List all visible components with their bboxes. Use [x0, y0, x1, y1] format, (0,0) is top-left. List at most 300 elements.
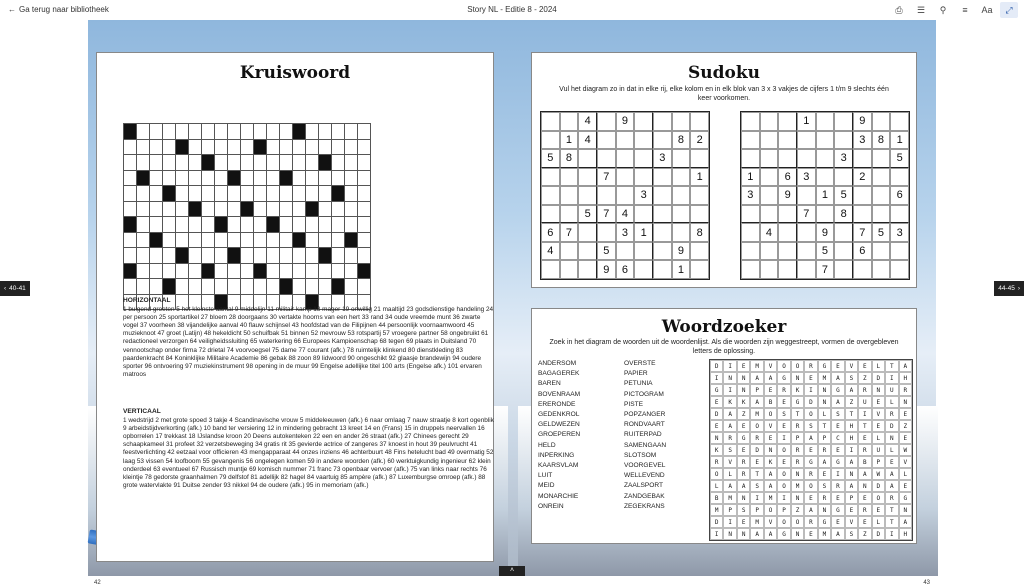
wordsearch-letter[interactable]: S: [737, 504, 750, 516]
wordsearch-letter[interactable]: E: [899, 432, 912, 444]
sudoku-cell[interactable]: [690, 260, 709, 279]
sudoku-cell[interactable]: 1: [797, 112, 816, 131]
crossword-cell[interactable]: [202, 170, 215, 186]
sudoku-cell[interactable]: [890, 205, 909, 224]
crossword-cell[interactable]: [280, 155, 293, 171]
wordsearch-letter[interactable]: T: [858, 420, 871, 432]
sudoku-cell[interactable]: 4: [760, 223, 779, 242]
sudoku-cell[interactable]: 4: [578, 131, 597, 150]
sudoku-cell[interactable]: [672, 205, 691, 224]
wordsearch-letter[interactable]: I: [710, 372, 723, 384]
crossword-cell[interactable]: [332, 139, 345, 155]
wordsearch-letter[interactable]: D: [710, 516, 723, 528]
wordsearch-letter[interactable]: A: [885, 480, 898, 492]
crossword-cell[interactable]: [228, 155, 241, 171]
wordsearch-letter[interactable]: R: [791, 456, 804, 468]
wordsearch-letter[interactable]: N: [791, 528, 804, 540]
wordsearch-letter[interactable]: A: [764, 480, 777, 492]
sudoku-cell[interactable]: [634, 112, 653, 131]
sudoku-cell[interactable]: [760, 131, 779, 150]
crossword-cell[interactable]: [267, 155, 280, 171]
sudoku-cell[interactable]: [872, 205, 891, 224]
wordsearch-letter[interactable]: T: [818, 420, 831, 432]
wordsearch-letter[interactable]: G: [818, 516, 831, 528]
wordsearch-letter[interactable]: S: [777, 408, 790, 420]
crossword-cell[interactable]: [124, 201, 137, 217]
crossword-cell[interactable]: [332, 263, 345, 279]
crossword-cell[interactable]: [306, 139, 319, 155]
crossword-cell[interactable]: [306, 124, 319, 140]
wordsearch-letter[interactable]: D: [804, 396, 817, 408]
sudoku-cell[interactable]: [597, 131, 616, 150]
wordsearch-letter[interactable]: V: [845, 516, 858, 528]
sudoku-cell[interactable]: [816, 205, 835, 224]
wordsearch-letter[interactable]: A: [750, 396, 763, 408]
wordsearch-letter[interactable]: O: [710, 468, 723, 480]
wordsearch-letter[interactable]: A: [831, 372, 844, 384]
sudoku-cell[interactable]: [653, 242, 672, 261]
sudoku-cell[interactable]: [778, 149, 797, 168]
crossword-cell[interactable]: [202, 232, 215, 248]
crossword-cell[interactable]: [293, 155, 306, 171]
wordsearch-letter[interactable]: T: [791, 408, 804, 420]
wordsearch-letter[interactable]: M: [710, 504, 723, 516]
sudoku-cell[interactable]: [616, 242, 635, 261]
wordsearch-letter[interactable]: R: [737, 456, 750, 468]
crossword-cell[interactable]: [189, 263, 202, 279]
sudoku-cell[interactable]: [690, 205, 709, 224]
sudoku-cell[interactable]: [816, 149, 835, 168]
wordsearch-letter[interactable]: E: [899, 480, 912, 492]
crossword-cell[interactable]: [267, 201, 280, 217]
wordsearch-letter[interactable]: Z: [858, 372, 871, 384]
crossword-cell[interactable]: [358, 155, 371, 171]
wordsearch-letter[interactable]: E: [858, 492, 871, 504]
sudoku-cell[interactable]: [690, 112, 709, 131]
crossword-cell[interactable]: [280, 232, 293, 248]
crossword-cell[interactable]: [228, 139, 241, 155]
wordsearch-letter[interactable]: L: [872, 432, 885, 444]
wordsearch-letter[interactable]: K: [723, 396, 736, 408]
crossword-cell[interactable]: [202, 217, 215, 233]
crossword-cell[interactable]: [306, 217, 319, 233]
wordsearch-letter[interactable]: E: [899, 408, 912, 420]
sudoku-cell[interactable]: [853, 186, 872, 205]
wordsearch-letter[interactable]: O: [777, 480, 790, 492]
wordsearch-letter[interactable]: U: [872, 444, 885, 456]
crossword-cell[interactable]: [254, 279, 267, 295]
wordsearch-letter[interactable]: G: [777, 372, 790, 384]
wordsearch-letter[interactable]: E: [710, 396, 723, 408]
wordsearch-letter[interactable]: D: [750, 444, 763, 456]
crossword-cell[interactable]: [241, 232, 254, 248]
sudoku-cell[interactable]: 4: [578, 112, 597, 131]
crossword-cell[interactable]: [319, 170, 332, 186]
crossword-cell[interactable]: [280, 201, 293, 217]
wordsearch-letter[interactable]: O: [804, 408, 817, 420]
wordsearch-letter[interactable]: R: [723, 432, 736, 444]
sudoku-cell[interactable]: [634, 205, 653, 224]
crossword-cell[interactable]: [267, 232, 280, 248]
crossword-cell[interactable]: [202, 248, 215, 264]
wordsearch-letter[interactable]: O: [872, 492, 885, 504]
crossword-cell[interactable]: [293, 248, 306, 264]
crossword-cell[interactable]: [306, 248, 319, 264]
crossword-cell[interactable]: [215, 201, 228, 217]
wordsearch-letter[interactable]: A: [845, 384, 858, 396]
wordsearch-letter[interactable]: R: [899, 384, 912, 396]
wordsearch-grid[interactable]: [709, 359, 913, 541]
wordsearch-letter[interactable]: E: [804, 372, 817, 384]
wordsearch-letter[interactable]: A: [750, 372, 763, 384]
sudoku-cell[interactable]: 9: [853, 112, 872, 131]
wordsearch-letter[interactable]: A: [899, 516, 912, 528]
thumbnails-toggle-button[interactable]: [499, 566, 525, 576]
crossword-cell[interactable]: [345, 139, 358, 155]
sudoku-cell[interactable]: [816, 168, 835, 187]
wordsearch-letter[interactable]: N: [723, 528, 736, 540]
wordsearch-letter[interactable]: P: [791, 432, 804, 444]
wordsearch-letter[interactable]: Z: [791, 504, 804, 516]
crossword-cell[interactable]: [176, 232, 189, 248]
crossword-cell[interactable]: [358, 139, 371, 155]
sudoku-cell[interactable]: 1: [741, 168, 760, 187]
crossword-cell[interactable]: [189, 248, 202, 264]
crossword-cell[interactable]: [124, 155, 137, 171]
crossword-cell[interactable]: [150, 217, 163, 233]
sudoku-cell[interactable]: [560, 242, 579, 261]
sudoku-cell[interactable]: [597, 186, 616, 205]
wordsearch-letter[interactable]: G: [899, 492, 912, 504]
sudoku-cell[interactable]: [634, 242, 653, 261]
crossword-cell[interactable]: [137, 279, 150, 295]
sudoku-cell[interactable]: 5: [578, 205, 597, 224]
crossword-cell[interactable]: [319, 139, 332, 155]
sudoku-cell[interactable]: [653, 112, 672, 131]
crossword-cell[interactable]: [241, 217, 254, 233]
crossword-cell[interactable]: [280, 139, 293, 155]
wordsearch-letter[interactable]: D: [872, 528, 885, 540]
crossword-cell[interactable]: [267, 186, 280, 202]
sudoku-cell[interactable]: [834, 260, 853, 279]
sudoku-cell[interactable]: [834, 242, 853, 261]
sudoku-cell[interactable]: [797, 131, 816, 150]
crossword-cell[interactable]: [306, 186, 319, 202]
wordsearch-letter[interactable]: Z: [858, 528, 871, 540]
crossword-cell[interactable]: [137, 263, 150, 279]
crossword-cell[interactable]: [137, 232, 150, 248]
wordsearch-letter[interactable]: G: [804, 456, 817, 468]
sudoku-cell[interactable]: 8: [672, 131, 691, 150]
crossword-cell[interactable]: [293, 139, 306, 155]
wordsearch-letter[interactable]: S: [723, 444, 736, 456]
wordsearch-letter[interactable]: E: [737, 360, 750, 372]
wordsearch-letter[interactable]: E: [885, 456, 898, 468]
sudoku-cell[interactable]: [634, 168, 653, 187]
sudoku-cell[interactable]: [672, 186, 691, 205]
wordsearch-letter[interactable]: M: [750, 408, 763, 420]
wordsearch-letter[interactable]: A: [804, 432, 817, 444]
crossword-cell[interactable]: [189, 279, 202, 295]
sudoku-grid-2[interactable]: [740, 111, 910, 280]
crossword-cell[interactable]: [176, 186, 189, 202]
wordsearch-letter[interactable]: R: [804, 468, 817, 480]
sudoku-cell[interactable]: [560, 168, 579, 187]
sudoku-cell[interactable]: [541, 260, 560, 279]
sudoku-cell[interactable]: [760, 260, 779, 279]
sudoku-cell[interactable]: [816, 131, 835, 150]
sudoku-cell[interactable]: [872, 149, 891, 168]
crossword-cell[interactable]: [254, 155, 267, 171]
wordsearch-letter[interactable]: P: [750, 384, 763, 396]
crossword-cell[interactable]: [293, 170, 306, 186]
wordsearch-letter[interactable]: E: [831, 492, 844, 504]
crossword-cell[interactable]: [241, 186, 254, 202]
crossword-cell[interactable]: [228, 232, 241, 248]
sudoku-cell[interactable]: [890, 168, 909, 187]
wordsearch-letter[interactable]: G: [791, 396, 804, 408]
crossword-cell[interactable]: [358, 201, 371, 217]
wordsearch-letter[interactable]: K: [737, 396, 750, 408]
sudoku-cell[interactable]: 1: [560, 131, 579, 150]
wordsearch-letter[interactable]: L: [723, 468, 736, 480]
wordsearch-letter[interactable]: E: [777, 420, 790, 432]
wordsearch-letter[interactable]: G: [831, 504, 844, 516]
wordsearch-letter[interactable]: D: [710, 360, 723, 372]
crossword-cell[interactable]: [163, 124, 176, 140]
crossword-cell[interactable]: [254, 186, 267, 202]
wordsearch-letter[interactable]: N: [818, 396, 831, 408]
sudoku-cell[interactable]: [890, 112, 909, 131]
crossword-cell[interactable]: [202, 124, 215, 140]
sudoku-cell[interactable]: [634, 260, 653, 279]
crossword-cell[interactable]: [280, 248, 293, 264]
wordsearch-letter[interactable]: R: [710, 456, 723, 468]
crossword-cell[interactable]: [215, 248, 228, 264]
sudoku-cell[interactable]: 8: [834, 205, 853, 224]
sudoku-cell[interactable]: [634, 131, 653, 150]
sudoku-cell[interactable]: [616, 168, 635, 187]
wordsearch-letter[interactable]: H: [899, 372, 912, 384]
wordsearch-letter[interactable]: N: [737, 528, 750, 540]
wordsearch-letter[interactable]: L: [885, 396, 898, 408]
crossword-cell[interactable]: [267, 263, 280, 279]
crossword-cell[interactable]: [280, 124, 293, 140]
wordsearch-letter[interactable]: N: [818, 384, 831, 396]
crossword-cell[interactable]: [150, 155, 163, 171]
wordsearch-letter[interactable]: O: [764, 504, 777, 516]
crossword-cell[interactable]: [189, 170, 202, 186]
wordsearch-letter[interactable]: T: [885, 516, 898, 528]
crossword-cell[interactable]: [176, 201, 189, 217]
wordsearch-letter[interactable]: E: [737, 516, 750, 528]
crossword-cell[interactable]: [358, 279, 371, 295]
wordsearch-letter[interactable]: V: [764, 516, 777, 528]
wordsearch-letter[interactable]: U: [885, 384, 898, 396]
wordsearch-letter[interactable]: V: [723, 456, 736, 468]
crossword-cell[interactable]: [267, 139, 280, 155]
sudoku-cell[interactable]: 7: [816, 260, 835, 279]
sudoku-cell[interactable]: 5: [834, 186, 853, 205]
crossword-cell[interactable]: [228, 263, 241, 279]
sudoku-cell[interactable]: [778, 223, 797, 242]
sudoku-cell[interactable]: 7: [797, 205, 816, 224]
crossword-cell[interactable]: [163, 201, 176, 217]
wordsearch-letter[interactable]: E: [872, 420, 885, 432]
crossword-cell[interactable]: [241, 155, 254, 171]
wordsearch-letter[interactable]: G: [831, 384, 844, 396]
wordsearch-letter[interactable]: V: [872, 408, 885, 420]
sudoku-cell[interactable]: [672, 168, 691, 187]
crossword-cell[interactable]: [319, 263, 332, 279]
wordsearch-letter[interactable]: P: [845, 492, 858, 504]
sudoku-cell[interactable]: [560, 186, 579, 205]
sudoku-cell[interactable]: [872, 260, 891, 279]
wordsearch-letter[interactable]: K: [764, 456, 777, 468]
wordsearch-letter[interactable]: A: [723, 420, 736, 432]
wordsearch-letter[interactable]: I: [845, 444, 858, 456]
crossword-cell[interactable]: [137, 139, 150, 155]
wordsearch-letter[interactable]: N: [791, 468, 804, 480]
wordsearch-letter[interactable]: E: [750, 456, 763, 468]
crossword-cell[interactable]: [345, 263, 358, 279]
wordsearch-letter[interactable]: R: [885, 408, 898, 420]
crossword-cell[interactable]: [293, 217, 306, 233]
wordsearch-letter[interactable]: M: [818, 372, 831, 384]
crossword-cell[interactable]: [345, 279, 358, 295]
sudoku-cell[interactable]: 6: [853, 242, 872, 261]
sudoku-cell[interactable]: 2: [690, 131, 709, 150]
font-size-button[interactable]: Aa: [981, 5, 993, 15]
sudoku-cell[interactable]: 5: [541, 149, 560, 168]
wordsearch-letter[interactable]: E: [831, 444, 844, 456]
sudoku-cell[interactable]: [653, 186, 672, 205]
crossword-cell[interactable]: [163, 170, 176, 186]
sudoku-cell[interactable]: [760, 149, 779, 168]
wordsearch-letter[interactable]: H: [845, 420, 858, 432]
wordsearch-letter[interactable]: R: [831, 480, 844, 492]
crossword-cell[interactable]: [358, 186, 371, 202]
wordsearch-letter[interactable]: E: [804, 492, 817, 504]
sudoku-cell[interactable]: 3: [890, 223, 909, 242]
wordsearch-letter[interactable]: M: [750, 516, 763, 528]
sudoku-cell[interactable]: [541, 186, 560, 205]
sudoku-cell[interactable]: [672, 112, 691, 131]
crossword-cell[interactable]: [254, 170, 267, 186]
sudoku-cell[interactable]: [578, 149, 597, 168]
crossword-cell[interactable]: [124, 186, 137, 202]
sudoku-cell[interactable]: 9: [597, 260, 616, 279]
wordsearch-letter[interactable]: G: [831, 456, 844, 468]
wordsearch-letter[interactable]: U: [858, 396, 871, 408]
wordsearch-letter[interactable]: E: [858, 432, 871, 444]
crossword-cell[interactable]: [319, 201, 332, 217]
crossword-cell[interactable]: [176, 217, 189, 233]
sudoku-cell[interactable]: [741, 205, 760, 224]
sudoku-cell[interactable]: [741, 149, 760, 168]
sudoku-cell[interactable]: 7: [560, 223, 579, 242]
crossword-cell[interactable]: [228, 279, 241, 295]
crossword-cell[interactable]: [228, 217, 241, 233]
wordsearch-letter[interactable]: G: [737, 432, 750, 444]
sudoku-cell[interactable]: [653, 131, 672, 150]
crossword-cell[interactable]: [124, 248, 137, 264]
sudoku-cell[interactable]: [597, 112, 616, 131]
wordsearch-letter[interactable]: S: [831, 408, 844, 420]
crossword-cell[interactable]: [345, 124, 358, 140]
wordsearch-letter[interactable]: I: [885, 372, 898, 384]
wordsearch-letter[interactable]: P: [818, 432, 831, 444]
wordsearch-letter[interactable]: A: [723, 408, 736, 420]
wordsearch-letter[interactable]: N: [885, 432, 898, 444]
crossword-cell[interactable]: [358, 170, 371, 186]
sudoku-cell[interactable]: 3: [797, 168, 816, 187]
wordsearch-letter[interactable]: L: [872, 360, 885, 372]
wordsearch-letter[interactable]: D: [872, 372, 885, 384]
crossword-cell[interactable]: [163, 155, 176, 171]
wordsearch-letter[interactable]: E: [872, 504, 885, 516]
crossword-cell[interactable]: [215, 170, 228, 186]
crossword-cell[interactable]: [345, 248, 358, 264]
sudoku-cell[interactable]: [653, 168, 672, 187]
sudoku-cell[interactable]: 1: [690, 168, 709, 187]
crossword-cell[interactable]: [202, 139, 215, 155]
sudoku-cell[interactable]: 7: [853, 223, 872, 242]
wordsearch-letter[interactable]: A: [750, 528, 763, 540]
crossword-cell[interactable]: [280, 263, 293, 279]
sudoku-cell[interactable]: 5: [872, 223, 891, 242]
wordsearch-letter[interactable]: A: [737, 480, 750, 492]
wordsearch-letter[interactable]: N: [791, 492, 804, 504]
sudoku-cell[interactable]: [760, 186, 779, 205]
sudoku-cell[interactable]: 1: [672, 260, 691, 279]
crossword-cell[interactable]: [293, 201, 306, 217]
crossword-cell[interactable]: [215, 263, 228, 279]
crossword-cell[interactable]: [215, 139, 228, 155]
sudoku-cell[interactable]: [834, 223, 853, 242]
sudoku-cell[interactable]: [834, 112, 853, 131]
crossword-cell[interactable]: [150, 201, 163, 217]
crossword-cell[interactable]: [358, 217, 371, 233]
wordsearch-letter[interactable]: I: [777, 492, 790, 504]
wordsearch-letter[interactable]: E: [858, 360, 871, 372]
sudoku-cell[interactable]: [578, 186, 597, 205]
crossword-cell[interactable]: [306, 170, 319, 186]
sudoku-cell[interactable]: 9: [672, 242, 691, 261]
wordsearch-letter[interactable]: I: [723, 360, 736, 372]
crossword-cell[interactable]: [280, 186, 293, 202]
wordsearch-letter[interactable]: V: [845, 360, 858, 372]
sudoku-cell[interactable]: [541, 168, 560, 187]
sudoku-grid-1[interactable]: [540, 111, 710, 280]
wordsearch-letter[interactable]: E: [831, 516, 844, 528]
wordsearch-letter[interactable]: V: [764, 420, 777, 432]
search-text-icon[interactable]: ⚲: [939, 4, 947, 15]
wordsearch-letter[interactable]: L: [885, 444, 898, 456]
wordsearch-letter[interactable]: R: [777, 384, 790, 396]
wordsearch-letter[interactable]: R: [804, 360, 817, 372]
sudoku-cell[interactable]: [760, 168, 779, 187]
wordsearch-letter[interactable]: I: [723, 384, 736, 396]
collapse-icon[interactable]: ⤢: [1000, 2, 1018, 18]
crossword-cell[interactable]: [163, 248, 176, 264]
wordsearch-letter[interactable]: R: [858, 504, 871, 516]
sudoku-cell[interactable]: [560, 260, 579, 279]
wordsearch-letter[interactable]: G: [818, 360, 831, 372]
sudoku-cell[interactable]: 2: [853, 168, 872, 187]
crossword-cell[interactable]: [150, 279, 163, 295]
sudoku-cell[interactable]: 3: [834, 149, 853, 168]
